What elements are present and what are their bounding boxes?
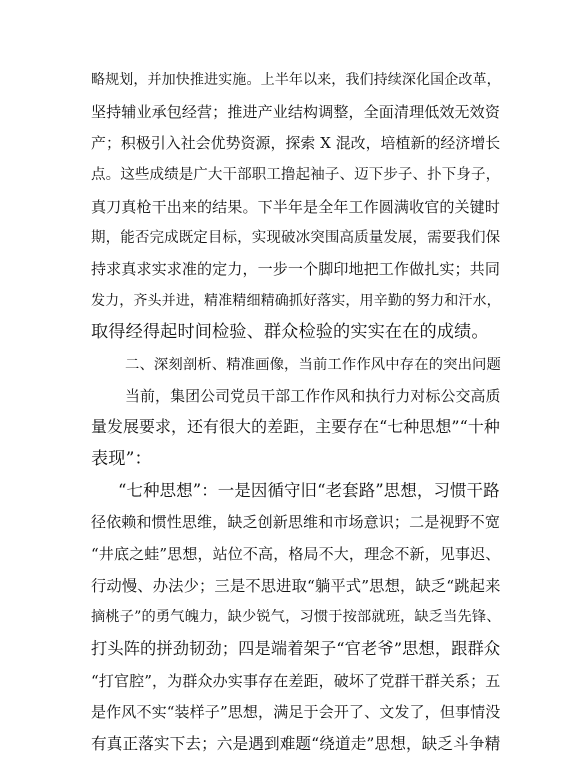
text-line-19: 打头阵的拼劲韧劲；四是端着架子“官老爷”思想，跟群众 [91,639,501,658]
text-line-3: 产；积极引入社会优势资源，探索 X 混改，培植新的经济增长 [91,134,501,153]
text-line-8: 发力，齐头并进，精准精细精确抓好落实，用辛勤的努力和汗水， [91,292,501,309]
text-line-4: 点。这些成绩是广大干部职工撸起袖子、迈下步子、扑下身子， [91,167,501,183]
text-line-21: 是作风不实“装样子”思想，满足于会开了、文发了，但事情没 [91,703,501,722]
text-line-13: 表现”： [91,449,152,469]
text-line-9: 取得经得起时间检验、群众检验的实实在在的成绩。 [91,322,489,343]
text-line-7: 持求真求实求准的定力，一步一个脚印地把工作做扎实；共同 [91,260,500,278]
text-line-12: 量发展要求，还有很大的差距，主要存在“七种思想”“十种 [91,417,500,437]
text-line-6: 期，能否完成既定目标，实现破冰突围高质量发展，需要我们保 [91,230,501,247]
text-line-1: 略规划，并加快推进实施。上半年以来，我们持续深化国企改革， [91,72,501,88]
text-line-20: “打官腔”，为群众办实事存在差距，破坏了党群干群关系；五 [91,671,501,690]
text-line-15: 径依赖和惯性思维，缺乏创新思维和市场意识；二是视野不宽 [91,513,500,532]
text-line-14: “七种思想”：一是因循守旧“老套路”思想，习惯干路 [118,480,500,500]
text-line-17: 行动慢、办法少；三是不思进取“躺平式”思想，缺乏“跳起来 [91,576,501,595]
text-line-18: 摘桃子”的勇气魄力，缺少锐气，习惯于按部就班，缺乏当先锋、 [91,609,501,626]
text-line-11: 当前，集团公司党员干部工作作风和执行力对标公交高质 [125,386,501,405]
text-line-5: 真刀真枪干出来的结果。下半年是全年工作圆满收官的关键时 [91,197,500,216]
text-line-16: “井底之蛙”思想，站位不高，格局不大，理念不新，见事迟、 [91,545,501,563]
section-heading: 二、深刻剖析、精准画像，当前工作作风中存在的突出问题 [125,357,501,373]
text-line-2: 坚持辅业承包经营；推进产业结构调整，全面清理低效无效资 [91,102,500,121]
text-line-22: 有真正落实下去；六是遇到难题“绕道走”思想，缺乏斗争精 [91,734,501,753]
